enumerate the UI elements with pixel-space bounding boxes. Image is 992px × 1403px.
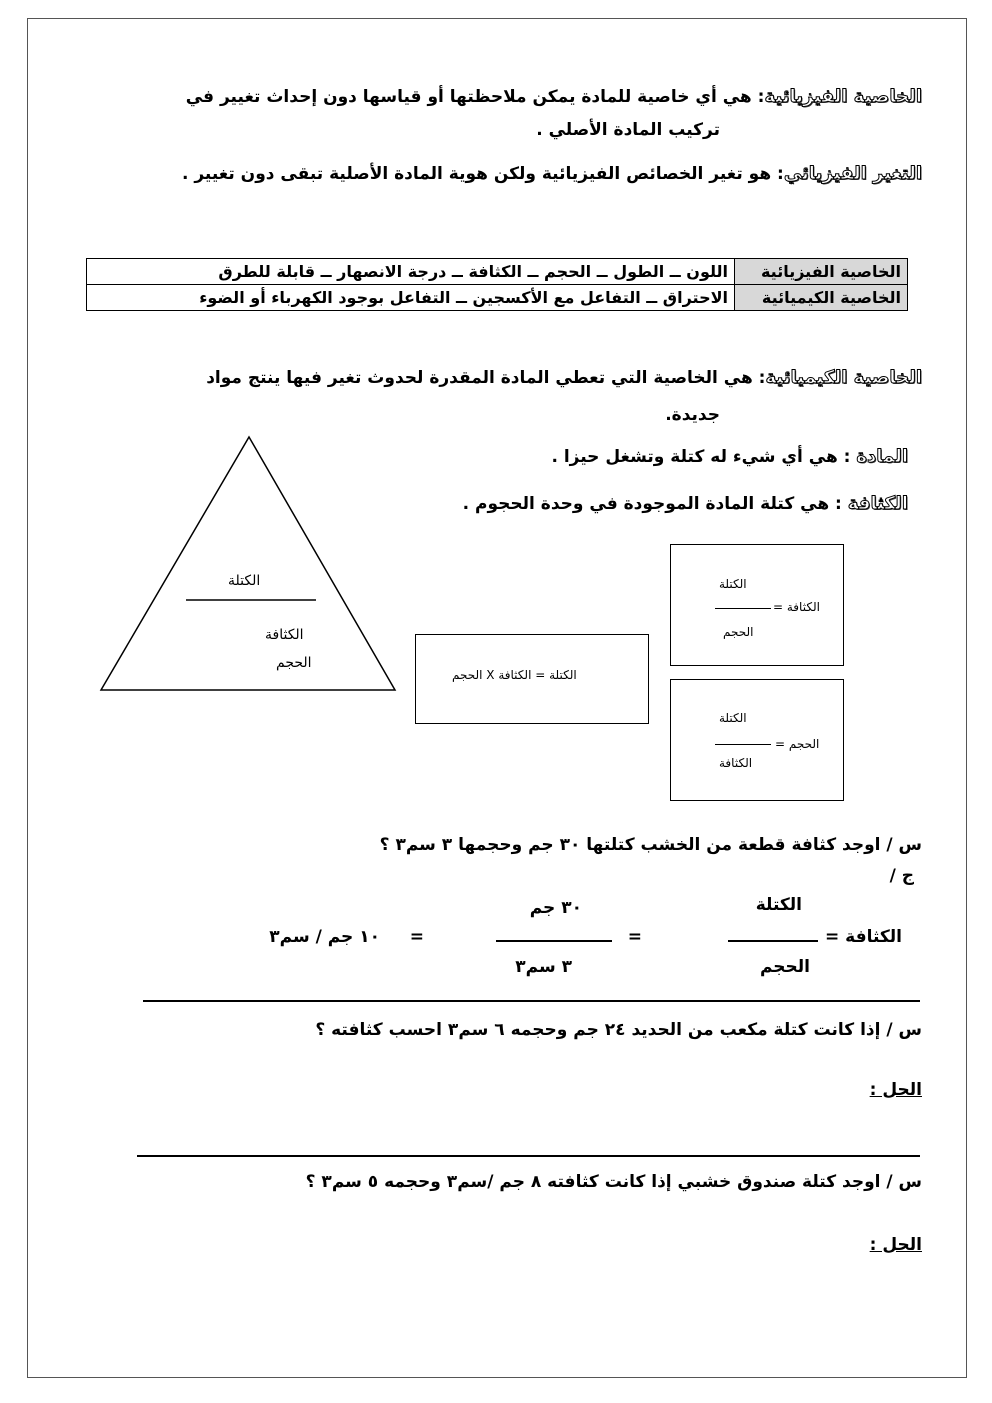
q1-den1: الحجم	[759, 957, 810, 977]
table-row	[87, 259, 908, 285]
def-text: : هي أي خاصية للمادة يمكن ملاحظتها أو قياسها دون إحداث تغيير في	[185, 87, 765, 107]
def-text: : هو تغير الخصائص الفيزيائية ولكن هوية المادة الأصلية تبقى دون تغيير .	[181, 164, 784, 184]
denominator: الكثافة	[719, 756, 753, 770]
density-triangle	[98, 434, 400, 694]
physical-property-def	[186, 86, 922, 107]
term: المادة	[856, 446, 908, 467]
q1-lhs: الكثافة =	[824, 927, 902, 947]
q1-eq2: =	[409, 927, 424, 947]
question-3: س / اوجد كتلة صندوق خشبي إذا كانت كثافته ٨ جم /سم٣ وحجمه ٥ سم٣ ؟	[305, 1172, 922, 1192]
def-text: : هي كتلة المادة الموجودة في وحدة الحجوم .	[462, 494, 848, 514]
answer-label: ج /	[889, 866, 914, 886]
q1-num1: الكتلة	[755, 895, 802, 915]
denominator: الحجم	[723, 625, 754, 639]
physical-change-def	[182, 163, 922, 184]
lhs: الحجم =	[775, 737, 820, 751]
row-value: اللون ــ الطول ــ الحجم ــ الكثافة ــ درجة الانصهار ــ قابلة للطرق	[87, 259, 735, 285]
def-text: : هي أي شيء له كتلة وتشغل حيزا .	[551, 447, 857, 467]
mass-formula: الكتلة = الكثافة X الحجم	[452, 668, 577, 682]
density-formula-box	[670, 544, 844, 666]
row-header: الخاصية الكيميائية	[735, 285, 908, 311]
table-row	[87, 285, 908, 311]
q1-eq1: =	[627, 927, 642, 947]
chemical-property-def	[206, 367, 922, 388]
term: الخاصية الفيزيائية	[764, 86, 922, 107]
term: التغير الفيزيائي	[783, 163, 922, 184]
fraction-bar	[715, 744, 771, 745]
question-2: س / إذا كانت كتلة مكعب من الحديد ٢٤ جم وحجمه ٦ سم٣ احسب كثافته ؟	[315, 1020, 922, 1040]
mass-formula-box	[415, 634, 649, 724]
q1-num2: ٣٠ جم	[529, 898, 582, 918]
solution-label: الحل :	[869, 1235, 922, 1255]
chemical-property-def-cont: جديدة.	[665, 405, 720, 425]
triangle-density: الكثافة	[265, 627, 304, 643]
fraction-bar	[728, 940, 818, 942]
term: الكثافة	[847, 493, 908, 514]
numerator: الكتلة	[719, 711, 747, 725]
divider	[137, 1155, 920, 1157]
def-text: : هي الخاصية التي تعطي المادة المقدرة لحدوث تغير فيها ينتج مواد	[206, 368, 766, 388]
physical-property-def-cont: تركيب المادة الأصلي .	[536, 120, 720, 140]
q1-den2: ٣ سم٣	[515, 957, 572, 977]
question-1: س / اوجد كثافة قطعة من الخشب كتلتها ٣٠ جم وحجمها ٣ سم٣ ؟	[379, 835, 922, 855]
q1-result: ١٠ جم / سم٣	[269, 927, 380, 947]
row-value: الاحتراق ــ التفاعل مع الأكسجين ــ التفاعل بوجود الكهرباء أو الضوء	[87, 285, 735, 311]
lhs: الكثافة =	[773, 600, 820, 614]
term: الخاصية الكيميائية	[765, 367, 922, 388]
fraction-bar	[715, 608, 771, 609]
triangle-volume: الحجم	[276, 655, 312, 671]
solution-label: الحل :	[869, 1080, 922, 1100]
fraction-bar	[496, 940, 612, 942]
numerator: الكتلة	[719, 577, 747, 591]
matter-def	[551, 446, 908, 467]
volume-formula-box	[670, 679, 844, 801]
divider	[143, 1000, 920, 1002]
triangle-mass: الكتلة	[228, 573, 261, 589]
row-header: الخاصية الفيزيائية	[735, 259, 908, 285]
density-def	[463, 493, 908, 514]
properties-table	[86, 258, 908, 311]
